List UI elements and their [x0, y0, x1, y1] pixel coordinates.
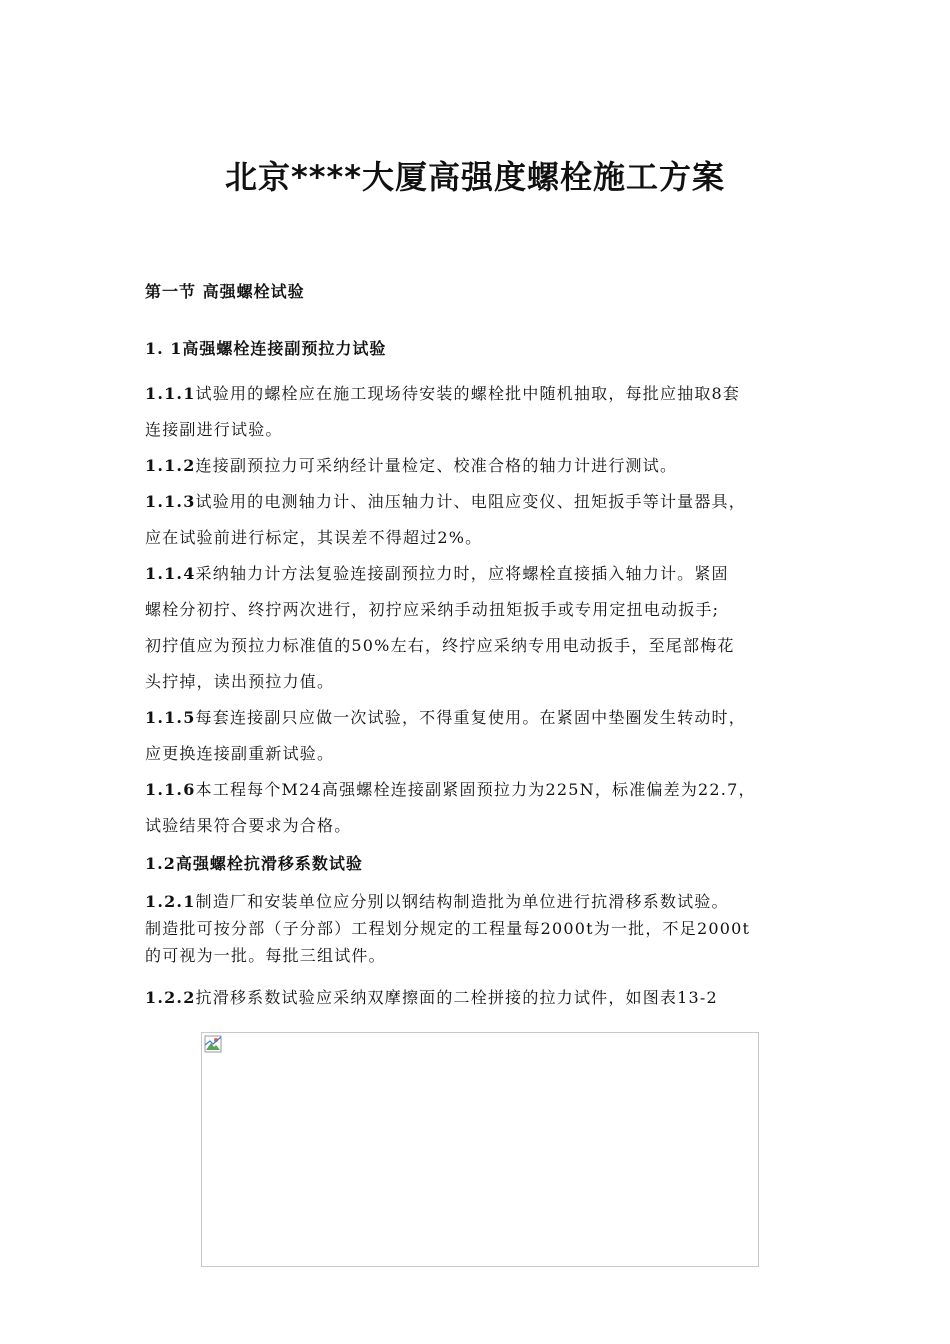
broken-image-icon [204, 1035, 222, 1053]
paragraph-1-2-1 [145, 888, 817, 969]
paragraph-1-2-2 [145, 984, 817, 1011]
clause-number: 1.1.5 [145, 708, 196, 727]
paragraph-text: 制造厂和安装单位应分别以钢结构制造批为单位进行抗滑移系数试验。 [195, 892, 729, 911]
paragraph-1-1-6 [145, 772, 817, 844]
document-title: 北京****大厦高强度螺栓施工方案 [225, 158, 725, 196]
paragraph-text: 试验结果符合要求为合格。 [145, 816, 352, 835]
paragraph-text: 螺栓分初拧、终拧两次进行，初拧应采纳手动扭矩扳手或专用定扭电动扳手; [145, 600, 720, 619]
paragraph-1-1-2 [145, 448, 817, 484]
paragraph-1-1-4 [145, 556, 817, 700]
figure-placeholder [201, 1032, 759, 1267]
subsection-heading-1-2: 1.2高强螺栓抗滑移系数试验 [145, 854, 363, 873]
clause-number: 1.1.1 [145, 384, 196, 403]
clause-number: 1.2.2 [145, 988, 196, 1007]
paragraph-text: 本工程每个M24高强螺栓连接副紧固预拉力为225N，标准偏差为22.7， [195, 780, 756, 799]
paragraph-text: 采纳轴力计方法复验连接副预拉力时，应将螺栓直接插入轴力计。紧固 [195, 564, 729, 583]
paragraph-text: 抗滑移系数试验应采纳双摩擦面的二栓拼接的拉力试件，如图表13-2 [195, 988, 718, 1007]
clause-number: 1.1.3 [145, 492, 196, 511]
paragraph-text: 制造批可按分部（子分部）工程划分规定的工程量每2000t为一批，不足2000t [145, 919, 751, 938]
paragraph-text: 试验用的电测轴力计、油压轴力计、电阻应变仪、扭矩扳手等计量器具， [195, 492, 746, 511]
subsection-heading-1-1: 1. 1高强螺栓连接副预拉力试验 [145, 339, 387, 358]
paragraph-1-1-5 [145, 700, 817, 772]
paragraph-1-1-1 [145, 376, 817, 448]
paragraph-text: 应更换连接副重新试验。 [145, 744, 335, 763]
paragraph-text: 应在试验前进行标定，其误差不得超过2%。 [145, 528, 483, 547]
clause-number: 1.2.1 [145, 892, 196, 911]
paragraph-text: 的可视为一批。每批三组试件。 [145, 946, 386, 965]
paragraph-text: 初拧值应为预拉力标准值的50%左右，终拧应采纳专用电动扳手，至尾部梅花 [145, 636, 735, 655]
clause-number: 1.1.6 [145, 780, 196, 799]
paragraph-text: 连接副进行试验。 [145, 420, 283, 439]
paragraph-text: 头拧掉，读出预拉力值。 [145, 672, 335, 691]
clause-number: 1.1.4 [145, 564, 196, 583]
paragraph-1-1-3 [145, 484, 817, 556]
section-heading: 第一节 高强螺栓试验 [145, 282, 305, 301]
paragraph-text: 每套连接副只应做一次试验，不得重复使用。在紧固中垫圈发生转动时， [195, 708, 746, 727]
paragraph-text: 连接副预拉力可采纳经计量检定、校准合格的轴力计进行测试。 [195, 456, 678, 475]
paragraph-text: 试验用的螺栓应在施工现场待安装的螺栓批中随机抽取，每批应抽取8套 [195, 384, 741, 403]
clause-number: 1.1.2 [145, 456, 196, 475]
